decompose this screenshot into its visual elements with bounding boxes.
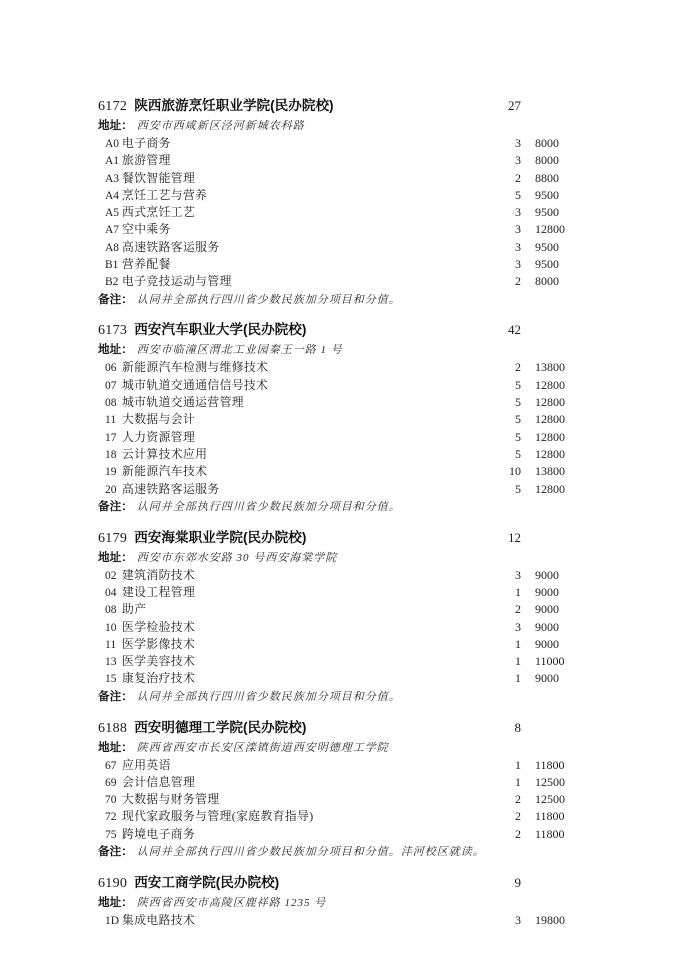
major-name: 康复治疗技术 bbox=[122, 671, 196, 686]
note-row bbox=[98, 843, 575, 860]
address-label: 地址： bbox=[98, 895, 133, 909]
college-code: 6173 bbox=[98, 323, 128, 339]
major-tuition-fee: 9000 bbox=[535, 619, 559, 634]
address-row bbox=[98, 893, 575, 912]
major-code: 08 bbox=[105, 604, 117, 617]
address-label: 地址： bbox=[98, 343, 133, 357]
college-code: 6179 bbox=[98, 530, 128, 546]
college-name: 西安汽车职业大学(民办院校) bbox=[134, 322, 307, 338]
major-tuition-fee: 19800 bbox=[535, 912, 565, 927]
major-code: 69 bbox=[105, 776, 117, 789]
major-plan-count: 5 bbox=[515, 377, 521, 392]
major-plan-count: 5 bbox=[515, 429, 521, 444]
major-row bbox=[98, 791, 575, 808]
note-label: 备注： bbox=[98, 292, 133, 306]
major-list bbox=[98, 359, 575, 497]
major-plan-count: 2 bbox=[515, 826, 521, 841]
major-name: 高速铁路客运服务 bbox=[122, 481, 220, 496]
major-row bbox=[98, 774, 575, 791]
major-code: 72 bbox=[105, 811, 117, 824]
note-label: 备注： bbox=[98, 499, 133, 513]
address-value: 西安市东郊水安路 30 号西安海棠学院 bbox=[136, 551, 338, 564]
major-tuition-fee: 9500 bbox=[535, 257, 559, 272]
major-plan-count: 1 bbox=[515, 757, 521, 772]
major-name: 烹饪工艺与营养 bbox=[122, 187, 208, 202]
major-code: 11 bbox=[105, 414, 117, 427]
major-tuition-fee: 12800 bbox=[535, 446, 565, 461]
address-row bbox=[98, 116, 575, 135]
major-code: 04 bbox=[105, 586, 117, 599]
major-tuition-fee: 13800 bbox=[535, 360, 565, 375]
major-row bbox=[98, 221, 575, 238]
major-row bbox=[98, 446, 575, 463]
major-tuition-fee: 8000 bbox=[535, 274, 559, 289]
college-code: 6188 bbox=[98, 720, 128, 736]
college-plan-count: 8 bbox=[514, 719, 521, 735]
major-tuition-fee: 12800 bbox=[535, 395, 565, 410]
major-code: A1 bbox=[105, 155, 120, 168]
major-code: 13 bbox=[105, 656, 117, 669]
major-plan-count: 1 bbox=[515, 774, 521, 789]
major-plan-count: 5 bbox=[515, 481, 521, 496]
major-row bbox=[98, 187, 575, 204]
major-row bbox=[98, 584, 575, 601]
major-name: 医学检验技术 bbox=[122, 619, 196, 634]
college-plan-count: 12 bbox=[508, 529, 521, 545]
address-row bbox=[98, 340, 575, 359]
major-code: 08 bbox=[105, 397, 117, 410]
major-plan-count: 3 bbox=[515, 136, 521, 150]
major-row bbox=[98, 619, 575, 636]
major-tuition-fee: 9000 bbox=[535, 584, 559, 599]
major-row bbox=[98, 601, 575, 618]
college-section bbox=[98, 97, 575, 308]
major-code: 20 bbox=[105, 483, 117, 496]
college-code: 6172 bbox=[98, 99, 128, 114]
major-name: 人力资源管理 bbox=[122, 429, 196, 444]
major-name: 电子竞技运动与管理 bbox=[122, 274, 232, 289]
address-value: 陕西省西安市长安区滦镇街道西安明德理工学院 bbox=[136, 741, 389, 754]
major-row bbox=[98, 826, 575, 843]
college-header bbox=[98, 97, 575, 116]
major-name: 助产 bbox=[122, 602, 147, 617]
major-code: B1 bbox=[105, 259, 119, 272]
major-plan-count: 1 bbox=[515, 636, 521, 651]
major-plan-count: 2 bbox=[515, 792, 521, 807]
major-name: 新能源汽车检测与维修技术 bbox=[122, 360, 269, 375]
major-row bbox=[98, 359, 575, 376]
major-name: 旅游管理 bbox=[122, 153, 171, 168]
major-row bbox=[98, 912, 575, 929]
major-tuition-fee: 11800 bbox=[535, 809, 565, 824]
major-tuition-fee: 12500 bbox=[535, 774, 565, 789]
major-tuition-fee: 8000 bbox=[535, 153, 559, 168]
major-tuition-fee: 12800 bbox=[535, 412, 565, 427]
major-tuition-fee: 9000 bbox=[535, 602, 559, 617]
note-value: 认同并全部执行四川省少数民族加分项目和分值。 bbox=[136, 690, 401, 703]
college-name: 西安海棠职业学院(民办院校) bbox=[134, 529, 307, 545]
major-row bbox=[98, 463, 575, 480]
major-name: 餐饮智能管理 bbox=[122, 170, 196, 185]
major-plan-count: 3 bbox=[515, 567, 521, 582]
major-name: 营养配餐 bbox=[122, 257, 171, 272]
major-code: B2 bbox=[105, 276, 119, 289]
college-plan-count: 27 bbox=[508, 98, 521, 113]
major-tuition-fee: 12800 bbox=[535, 481, 565, 496]
major-row bbox=[98, 256, 575, 273]
major-name: 新能源汽车技术 bbox=[122, 464, 208, 479]
major-code: A8 bbox=[105, 241, 120, 254]
major-row bbox=[98, 670, 575, 687]
address-label: 地址： bbox=[98, 550, 133, 564]
major-row bbox=[98, 152, 575, 169]
note-value: 认同并全部执行四川省少数民族加分项目和分值。 bbox=[136, 500, 401, 513]
college-header bbox=[98, 719, 575, 738]
major-plan-count: 3 bbox=[515, 153, 521, 168]
major-name: 应用英语 bbox=[122, 757, 171, 772]
college-header bbox=[98, 529, 575, 548]
major-code: 75 bbox=[105, 828, 117, 841]
major-row bbox=[98, 757, 575, 774]
major-tuition-fee: 9000 bbox=[535, 567, 559, 582]
major-tuition-fee: 12500 bbox=[535, 792, 565, 807]
major-list bbox=[98, 135, 575, 291]
major-name: 建设工程管理 bbox=[122, 584, 196, 599]
major-code: 19 bbox=[105, 466, 117, 479]
major-row bbox=[98, 204, 575, 221]
address-row bbox=[98, 738, 575, 757]
major-name: 现代家政服务与管理(家庭教育指导) bbox=[122, 809, 314, 824]
major-tuition-fee: 9500 bbox=[535, 205, 559, 220]
college-name: 陕西旅游烹饪职业学院(民办院校) bbox=[134, 98, 334, 113]
major-plan-count: 2 bbox=[515, 809, 521, 824]
major-name: 高速铁路客运服务 bbox=[122, 239, 220, 254]
major-list bbox=[98, 912, 575, 929]
major-name: 电子商务 bbox=[122, 136, 171, 150]
major-plan-count: 1 bbox=[515, 584, 521, 599]
document-page bbox=[98, 97, 575, 943]
major-name: 集成电路技术 bbox=[122, 912, 196, 927]
address-label: 地址： bbox=[98, 119, 133, 132]
college-code: 6190 bbox=[98, 875, 128, 891]
major-code: 70 bbox=[105, 794, 117, 807]
major-plan-count: 5 bbox=[515, 446, 521, 461]
major-name: 跨境电子商务 bbox=[122, 826, 196, 841]
major-row bbox=[98, 567, 575, 584]
note-row bbox=[98, 291, 575, 308]
major-tuition-fee: 8800 bbox=[535, 170, 559, 185]
major-tuition-fee: 9000 bbox=[535, 636, 559, 651]
major-code: 06 bbox=[105, 362, 117, 375]
major-code: 02 bbox=[105, 569, 117, 582]
major-tuition-fee: 13800 bbox=[535, 464, 565, 479]
major-plan-count: 3 bbox=[515, 619, 521, 634]
major-tuition-fee: 9000 bbox=[535, 671, 559, 686]
major-tuition-fee: 8000 bbox=[535, 136, 559, 150]
major-row bbox=[98, 394, 575, 411]
major-name: 城市轨道交通通信信号技术 bbox=[122, 377, 269, 392]
major-tuition-fee: 11800 bbox=[535, 826, 565, 841]
college-name: 西安工商学院(民办院校) bbox=[134, 874, 280, 890]
address-value: 西安市临潼区渭北工业园秦王一路 1 号 bbox=[136, 344, 343, 357]
major-tuition-fee: 12800 bbox=[535, 429, 565, 444]
college-section bbox=[98, 719, 575, 861]
college-header bbox=[98, 321, 575, 340]
note-value: 认同并全部执行四川省少数民族加分项目和分值。沣河校区就读。 bbox=[136, 846, 485, 858]
major-code: A7 bbox=[105, 224, 120, 237]
major-name: 医学美容技术 bbox=[122, 654, 196, 669]
major-name: 城市轨道交通运营管理 bbox=[122, 395, 244, 410]
major-tuition-fee: 11800 bbox=[535, 757, 565, 772]
major-name: 西式烹饪工艺 bbox=[122, 205, 196, 220]
note-row bbox=[98, 498, 575, 515]
address-label: 地址： bbox=[98, 740, 133, 754]
college-plan-count: 9 bbox=[514, 874, 521, 890]
major-plan-count: 3 bbox=[515, 912, 521, 927]
major-plan-count: 2 bbox=[515, 170, 521, 185]
major-plan-count: 1 bbox=[515, 671, 521, 686]
college-name: 西安明德理工学院(民办院校) bbox=[134, 719, 307, 735]
college-section bbox=[98, 321, 575, 515]
address-value: 西安市西咸新区泾河新城农科路 bbox=[136, 120, 305, 132]
note-label: 备注： bbox=[98, 689, 133, 703]
major-name: 大数据与会计 bbox=[122, 412, 196, 427]
address-row bbox=[98, 548, 575, 567]
major-name: 云计算技术应用 bbox=[122, 446, 208, 461]
address-value: 陕西省西安市高陵区鹿祥路 1235 号 bbox=[136, 896, 327, 909]
major-row bbox=[98, 273, 575, 290]
major-plan-count: 5 bbox=[515, 412, 521, 427]
major-name: 会计信息管理 bbox=[122, 774, 196, 789]
major-row bbox=[98, 636, 575, 653]
major-row bbox=[98, 170, 575, 187]
major-plan-count: 10 bbox=[509, 464, 521, 479]
major-tuition-fee: 12800 bbox=[535, 377, 565, 392]
college-header bbox=[98, 874, 575, 893]
major-code: A0 bbox=[105, 138, 120, 150]
major-code: 07 bbox=[105, 379, 117, 392]
major-row bbox=[98, 411, 575, 428]
major-code: 17 bbox=[105, 431, 117, 444]
major-code: 15 bbox=[105, 673, 117, 686]
college-plan-count: 42 bbox=[508, 322, 521, 338]
major-tuition-fee: 9500 bbox=[535, 187, 559, 202]
major-code: 11 bbox=[105, 638, 117, 651]
major-plan-count: 2 bbox=[515, 602, 521, 617]
major-plan-count: 3 bbox=[515, 205, 521, 220]
major-plan-count: 1 bbox=[515, 654, 521, 669]
major-plan-count: 5 bbox=[515, 395, 521, 410]
major-row bbox=[98, 377, 575, 394]
major-list bbox=[98, 567, 575, 688]
major-code: A3 bbox=[105, 172, 120, 185]
major-plan-count: 5 bbox=[515, 187, 521, 202]
major-row bbox=[98, 481, 575, 498]
college-section bbox=[98, 529, 575, 705]
major-row bbox=[98, 135, 575, 152]
major-code: 67 bbox=[105, 759, 117, 772]
major-plan-count: 2 bbox=[515, 360, 521, 375]
major-tuition-fee: 9500 bbox=[535, 239, 559, 254]
note-label: 备注： bbox=[98, 845, 133, 858]
major-name: 大数据与财务管理 bbox=[122, 792, 220, 807]
major-plan-count: 3 bbox=[515, 222, 521, 237]
major-name: 建筑消防技术 bbox=[122, 567, 196, 582]
note-value: 认同并全部执行四川省少数民族加分项目和分值。 bbox=[136, 293, 401, 306]
major-row bbox=[98, 653, 575, 670]
major-code: A4 bbox=[105, 189, 120, 202]
major-name: 医学影像技术 bbox=[122, 636, 196, 651]
major-tuition-fee: 12800 bbox=[535, 222, 565, 237]
major-list bbox=[98, 757, 575, 843]
major-tuition-fee: 11000 bbox=[535, 654, 565, 669]
major-plan-count: 2 bbox=[515, 274, 521, 289]
major-code: A5 bbox=[105, 207, 120, 220]
major-row bbox=[98, 239, 575, 256]
college-section bbox=[98, 874, 575, 929]
major-code: 18 bbox=[105, 448, 117, 461]
major-code: 10 bbox=[105, 621, 117, 634]
major-plan-count: 3 bbox=[515, 239, 521, 254]
major-row bbox=[98, 808, 575, 825]
major-code: 1D bbox=[105, 914, 120, 927]
major-row bbox=[98, 429, 575, 446]
major-plan-count: 3 bbox=[515, 257, 521, 272]
note-row bbox=[98, 688, 575, 705]
major-name: 空中乘务 bbox=[122, 222, 171, 237]
